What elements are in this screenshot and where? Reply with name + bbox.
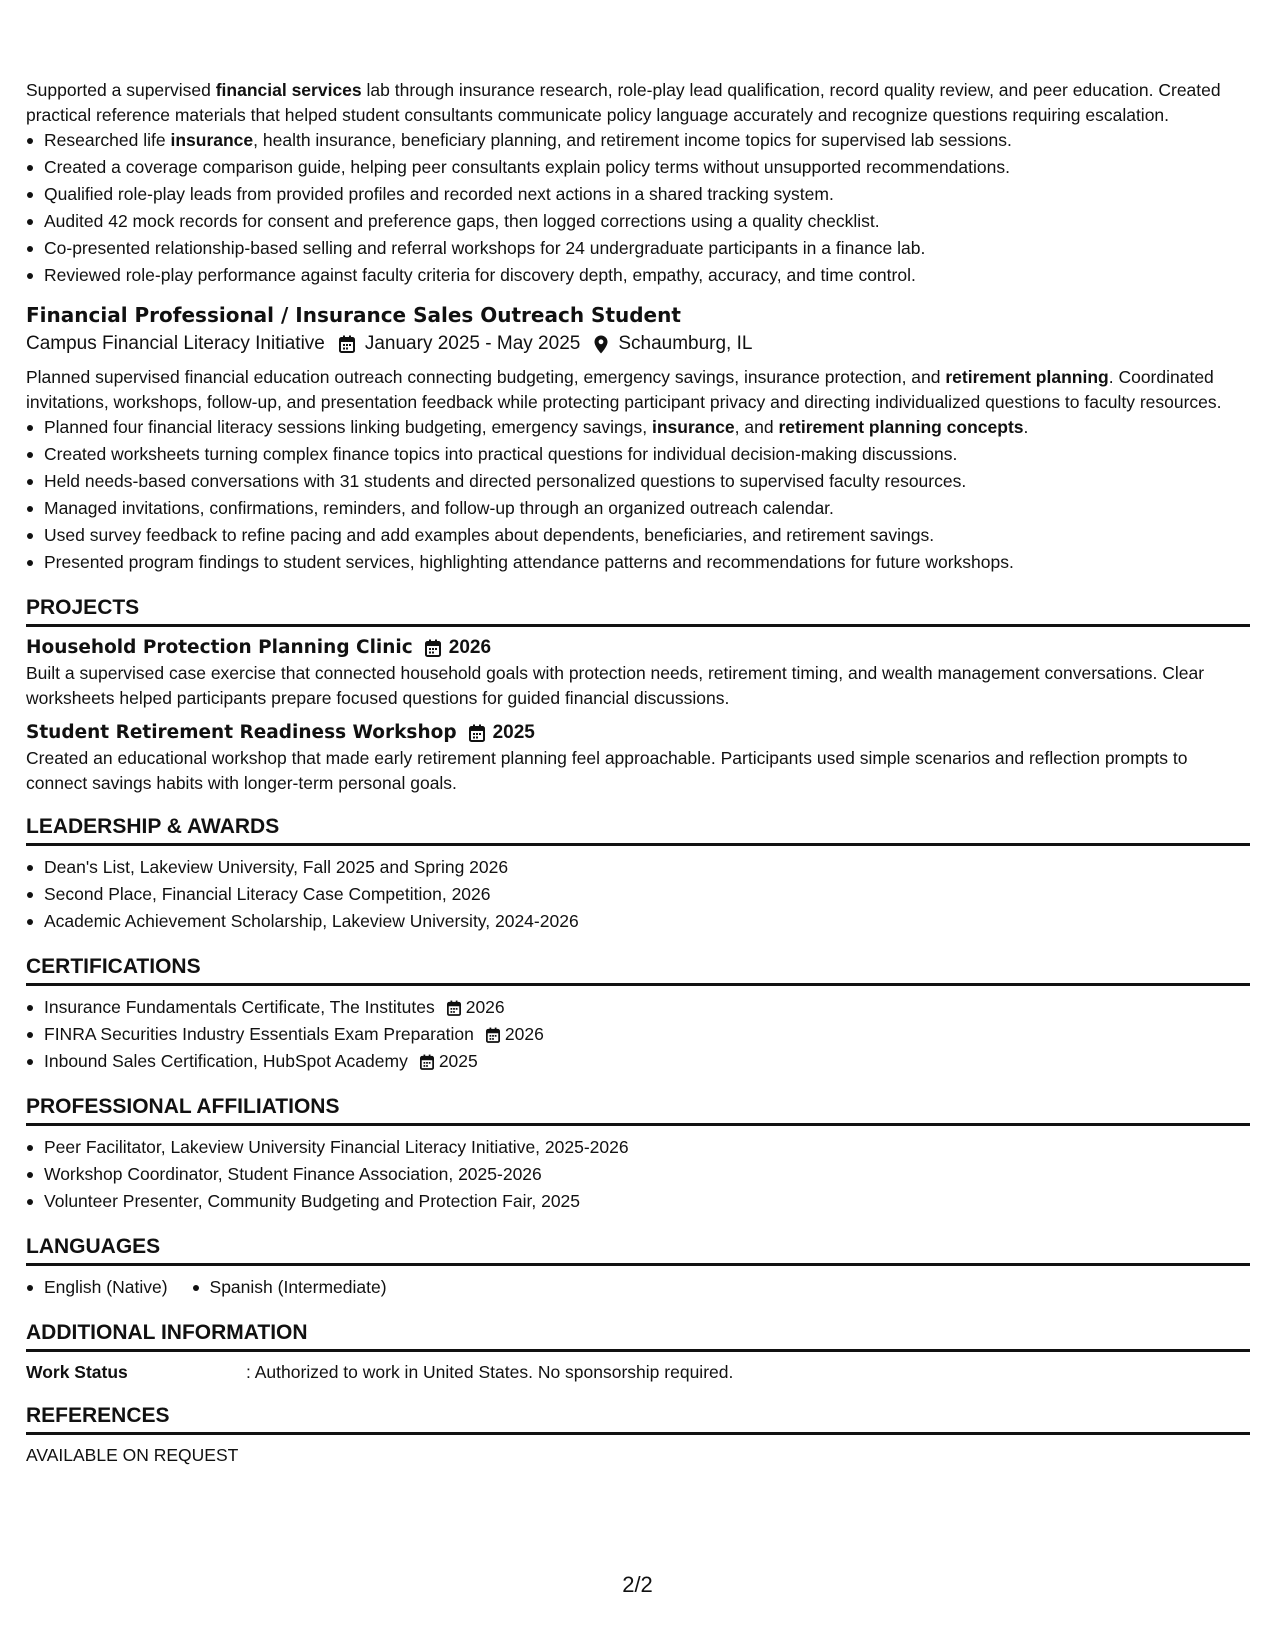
list-item bbox=[26, 127, 1250, 154]
certifications-list bbox=[26, 994, 1250, 1075]
section-heading: REFERENCES bbox=[26, 1402, 1250, 1435]
job-title: Financial Professional / Insurance Sales Outreach Student bbox=[26, 303, 681, 327]
bullet-text: Planned four financial literacy sessions linking budgeting, emergency savings, bbox=[44, 417, 652, 437]
list-item: Academic Achievement Scholarship, Lakeview University, 2024-2026 bbox=[26, 908, 1250, 935]
affiliations-section bbox=[26, 1093, 1250, 1215]
project-entry bbox=[26, 635, 1250, 710]
section-heading: PROJECTS bbox=[26, 594, 1250, 627]
list-item: Created worksheets turning complex finance topics into practical questions for individual decision-making discussions. bbox=[26, 441, 1250, 468]
list-item bbox=[26, 1048, 1250, 1075]
certification-year: 2026 bbox=[465, 997, 505, 1017]
job-meta bbox=[26, 329, 1250, 359]
project-entry bbox=[26, 720, 1250, 795]
certification-year: 2026 bbox=[504, 1024, 544, 1044]
list-item: Co-presented relationship-based selling and referral workshops for 24 undergraduate participants in a finance lab. bbox=[26, 235, 1250, 262]
references-text: AVAILABLE ON REQUEST bbox=[26, 1445, 239, 1465]
bullet-text: . bbox=[1023, 417, 1029, 437]
bullet-text: , and bbox=[734, 417, 779, 437]
certification-name: FINRA Securities Industry Essentials Exam Preparation bbox=[44, 1024, 474, 1044]
calendar-icon bbox=[469, 724, 485, 742]
project-description: Created an educational workshop that made early retirement planning feel approachable. Participants used simple scenarios and reflection prompts to connect savings habits with longer-term personal goals. bbox=[26, 748, 1188, 793]
list-item: Held needs-based conversations with 31 students and directed personalized questions to supervised faculty resources. bbox=[26, 468, 1250, 495]
summary-keyword: retirement planning bbox=[945, 367, 1109, 387]
list-item: Audited 42 mock records for consent and preference gaps, then logged corrections using a quality checklist. bbox=[26, 208, 1250, 235]
bullet-keyword: retirement planning concepts bbox=[778, 417, 1024, 437]
list-item: English (Native) bbox=[26, 1274, 168, 1301]
list-item: Reviewed role-play performance against faculty criteria for discovery depth, empathy, accuracy, and time control. bbox=[26, 262, 1250, 289]
list-item: Workshop Coordinator, Student Finance Association, 2025-2026 bbox=[26, 1161, 1250, 1188]
list-item: Managed invitations, confirmations, reminders, and follow-up through an organized outreach calendar. bbox=[26, 495, 1250, 522]
languages-section bbox=[26, 1233, 1250, 1301]
project-title: Household Protection Planning Clinic bbox=[26, 637, 413, 658]
page-number: 2/2 bbox=[622, 1572, 653, 1597]
role-summary bbox=[26, 78, 1250, 127]
bullet-keyword: insurance bbox=[170, 130, 254, 150]
list-item: Presented program findings to student services, highlighting attendance patterns and recommendations for future workshops. bbox=[26, 549, 1250, 576]
list-item: Second Place, Financial Literacy Case Competition, 2026 bbox=[26, 881, 1250, 908]
resume-page bbox=[26, 78, 1250, 1467]
role-bullets bbox=[26, 127, 1250, 289]
summary-text: . Coordinated invitations, workshops, follow-up, and presentation feedback while protecting participant privacy and directing individualized questions to faculty resources. bbox=[26, 367, 1222, 412]
work-status-value: : Authorized to work in United States. No sponsorship required. bbox=[246, 1362, 734, 1382]
calendar-icon bbox=[425, 639, 441, 657]
job-organization: Campus Financial Literacy Initiative bbox=[26, 333, 325, 354]
calendar-icon bbox=[339, 335, 355, 353]
list-item: Created a coverage comparison guide, helping peer consultants explain policy terms without unsupported recommendations. bbox=[26, 154, 1250, 181]
project-title: Student Retirement Readiness Workshop bbox=[26, 722, 457, 743]
certification-year: 2025 bbox=[438, 1051, 478, 1071]
list-item: Dean's List, Lakeview University, Fall 2025 and Spring 2026 bbox=[26, 854, 1250, 881]
list-item: Volunteer Presenter, Community Budgeting and Protection Fair, 2025 bbox=[26, 1188, 1250, 1215]
projects-section bbox=[26, 594, 1250, 795]
section-heading: LEADERSHIP & AWARDS bbox=[26, 813, 1250, 846]
additional-info-section bbox=[26, 1319, 1250, 1384]
list-item: Used survey feedback to refine pacing and add examples about dependents, beneficiaries, and retirement savings. bbox=[26, 522, 1250, 549]
section-heading: LANGUAGES bbox=[26, 1233, 1250, 1266]
list-item bbox=[26, 414, 1250, 441]
project-year: 2026 bbox=[448, 637, 492, 658]
project-year: 2025 bbox=[492, 722, 535, 743]
work-status-row bbox=[26, 1360, 1250, 1384]
job-summary bbox=[26, 365, 1250, 414]
references-section bbox=[26, 1402, 1250, 1467]
list-item: Qualified role-play leads from provided profiles and recorded next actions in a shared tracking system. bbox=[26, 181, 1250, 208]
list-item bbox=[26, 1021, 1250, 1048]
list-item bbox=[26, 994, 1250, 1021]
bullet-keyword: insurance bbox=[651, 417, 735, 437]
project-header bbox=[26, 720, 1250, 746]
summary-keyword: financial services bbox=[215, 80, 362, 100]
calendar-icon bbox=[420, 1054, 434, 1070]
awards-section bbox=[26, 813, 1250, 935]
job-bullets bbox=[26, 414, 1250, 576]
list-item: Spanish (Intermediate) bbox=[192, 1274, 387, 1301]
summary-text: lab through insurance research, role-play lead qualification, record quality review, and peer education. Created practical reference materials that helped student consultants communicate policy language accurately and recognize questions requiring escalation. bbox=[26, 80, 1221, 125]
location-pin-icon bbox=[594, 335, 608, 354]
bullet-text: , health insurance, beneficiary planning, and retirement income topics for supervised lab sessions. bbox=[253, 130, 1012, 150]
bullet-text: Researched life bbox=[44, 130, 171, 150]
languages-list bbox=[26, 1274, 1250, 1301]
section-heading: ADDITIONAL INFORMATION bbox=[26, 1319, 1250, 1352]
certification-name: Inbound Sales Certification, HubSpot Academy bbox=[44, 1051, 408, 1071]
project-header bbox=[26, 635, 1250, 661]
section-heading: PROFESSIONAL AFFILIATIONS bbox=[26, 1093, 1250, 1126]
awards-list bbox=[26, 854, 1250, 935]
affiliations-list bbox=[26, 1134, 1250, 1215]
calendar-icon bbox=[447, 1000, 461, 1016]
job-dates: January 2025 - May 2025 bbox=[364, 333, 581, 354]
calendar-icon bbox=[486, 1027, 500, 1043]
certifications-section bbox=[26, 953, 1250, 1075]
work-status-label: Work Status bbox=[26, 1362, 128, 1382]
summary-text: Planned supervised financial education outreach connecting budgeting, emergency savings, insurance protection, and bbox=[26, 367, 946, 387]
certification-name: Insurance Fundamentals Certificate, The Institutes bbox=[44, 997, 435, 1017]
project-description: Built a supervised case exercise that connected household goals with protection needs, retirement timing, and wealth management conversations. Clear worksheets helped participants prepare focused questions for guided financial discussions. bbox=[26, 663, 1205, 708]
list-item: Peer Facilitator, Lakeview University Financial Literacy Initiative, 2025-2026 bbox=[26, 1134, 1250, 1161]
job-location: Schaumburg, IL bbox=[618, 333, 753, 354]
section-heading: CERTIFICATIONS bbox=[26, 953, 1250, 986]
summary-text: Supported a supervised bbox=[26, 80, 216, 100]
